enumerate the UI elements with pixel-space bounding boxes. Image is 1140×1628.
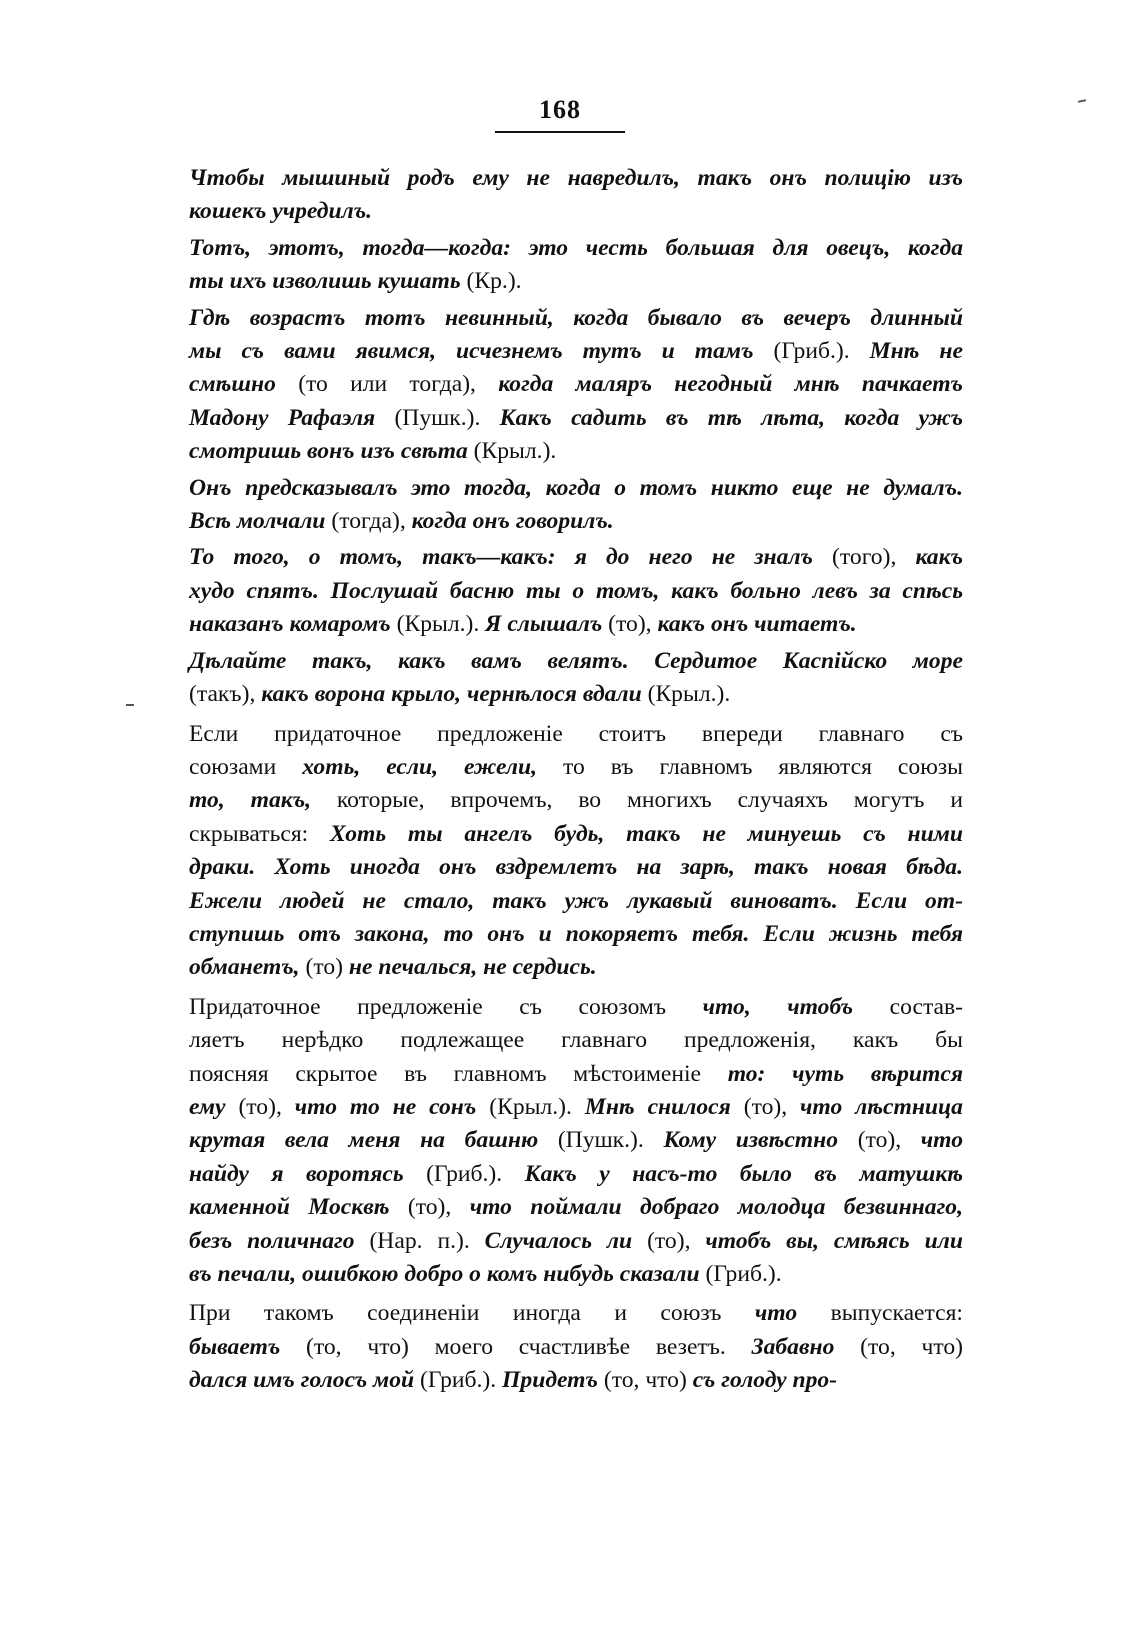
plain-text: Придаточное предложеніе съ союзомъ bbox=[189, 993, 703, 1020]
example-text: бываетъ bbox=[189, 1333, 281, 1360]
example-text: какъ онъ читаетъ. bbox=[657, 611, 857, 638]
plain-text: (то, что) bbox=[834, 1333, 963, 1360]
text-line bbox=[145, 435, 963, 468]
example-text: дался имъ голосъ мой bbox=[189, 1367, 415, 1394]
plain-text: то въ главномъ являются союзы bbox=[537, 753, 963, 780]
example-paragraph bbox=[145, 541, 963, 641]
plain-text: (то) bbox=[299, 954, 349, 981]
plain-text: скрываться: bbox=[189, 820, 330, 847]
text-line bbox=[145, 1225, 963, 1258]
text-line bbox=[145, 951, 963, 984]
text-line bbox=[145, 1258, 963, 1291]
text-line bbox=[145, 1091, 963, 1124]
scan-speck bbox=[126, 704, 134, 706]
example-text: ступишь отъ закона, то онъ и покоряетъ тебя. Если жизнь тебя bbox=[189, 920, 963, 947]
plain-text: (Крыл.). bbox=[390, 611, 486, 638]
example-text: то: чуть вѣрится bbox=[727, 1060, 963, 1087]
plain-text: Если придаточное предложеніе стоитъ впереди главнаго съ bbox=[189, 720, 963, 747]
plain-text: (Крыл.). bbox=[467, 438, 557, 465]
plain-text: (Гриб.). bbox=[403, 1160, 525, 1187]
text-line bbox=[145, 1331, 963, 1364]
text-line bbox=[145, 1191, 963, 1224]
text-line bbox=[145, 784, 963, 817]
plain-text: (то), bbox=[389, 1194, 470, 1221]
example-text: Всѣ молчали bbox=[189, 508, 326, 535]
text-line bbox=[145, 302, 963, 335]
plain-text: (того), bbox=[812, 544, 916, 571]
example-text: худо спятъ. Послушай басню ты о томъ, какъ больно левъ за спѣсь bbox=[189, 577, 963, 604]
rule-paragraph bbox=[145, 991, 963, 1292]
example-text: въ печали, ошибкою добро о комъ нибудь сказали bbox=[189, 1261, 700, 1287]
plain-text: союзами bbox=[189, 753, 303, 780]
plain-text: выпускается: bbox=[797, 1300, 963, 1327]
plain-text: (то), bbox=[602, 611, 658, 638]
text-line bbox=[145, 472, 963, 505]
plain-text: (Пушк.). bbox=[538, 1127, 664, 1154]
example-text: Мнѣ не bbox=[869, 338, 963, 365]
text-line bbox=[145, 1364, 963, 1397]
example-text: что то не сонъ bbox=[294, 1093, 477, 1120]
example-text: Какъ садить въ тѣ лѣта, когда ужъ bbox=[499, 404, 964, 431]
plain-text: которые, впрочемъ, во многихъ случаяхъ могутъ и bbox=[311, 787, 963, 814]
text-line bbox=[145, 1158, 963, 1191]
example-paragraph bbox=[145, 302, 963, 469]
example-text: Дѣлайте такъ, какъ вамъ велятъ. Сердитое Каспійско море bbox=[189, 647, 963, 674]
example-text: ты ихъ изволишь кушать bbox=[189, 268, 461, 295]
plain-text: (Гриб.). bbox=[699, 1261, 782, 1287]
example-text: Мнѣ снилося bbox=[584, 1093, 731, 1120]
text-line bbox=[145, 195, 963, 228]
text-line bbox=[145, 918, 963, 951]
scan-speck bbox=[1078, 99, 1086, 103]
text-line bbox=[145, 575, 963, 608]
example-text: крутая вела меня на башню bbox=[189, 1127, 539, 1154]
example-text: что bbox=[754, 1300, 798, 1327]
example-text: Ежели людей не стало, такъ ужъ лукавый виноватъ. Если от- bbox=[189, 887, 963, 914]
plain-text: (то, что) моего счастливѣе везетъ. bbox=[280, 1333, 752, 1360]
example-text: Кому извѣстно bbox=[663, 1127, 839, 1154]
example-text: Забавно bbox=[751, 1333, 835, 1360]
text-line bbox=[145, 1024, 963, 1057]
example-text: Чтобы мышиный родъ ему не навредилъ, такъ онъ полицію изъ bbox=[189, 165, 963, 191]
example-text: Случалось ли bbox=[484, 1227, 633, 1254]
example-text: Тотъ, этотъ, тогда—когда: это честь большая для овецъ, когда bbox=[189, 234, 963, 261]
example-text: драки. Хоть иногда онъ вздремлетъ на зарѣ, такъ новая бѣда. bbox=[189, 854, 963, 881]
page-header bbox=[495, 95, 625, 125]
text-line bbox=[145, 505, 963, 538]
plain-text: (то), bbox=[632, 1227, 706, 1254]
plain-text: (то, что) bbox=[597, 1367, 693, 1394]
example-text: то, такъ, bbox=[189, 787, 312, 814]
example-text: что bbox=[920, 1127, 963, 1154]
text-line bbox=[145, 718, 963, 751]
example-text: каменной Москвѣ bbox=[189, 1194, 390, 1221]
example-text: чтобъ вы, смѣясь или bbox=[705, 1227, 963, 1254]
plain-text: (то или тогда), bbox=[275, 371, 499, 398]
example-text: смѣшно bbox=[189, 371, 276, 398]
example-text: кошекъ учредилъ. bbox=[189, 198, 373, 225]
plain-text: (то), bbox=[838, 1127, 921, 1154]
example-text: Хоть ты ангелъ будь, такъ не минуешь съ ними bbox=[329, 820, 964, 847]
text-line bbox=[145, 645, 963, 678]
plain-text: (Крыл.). bbox=[476, 1093, 585, 1120]
example-text: Мадону Рафаэля bbox=[189, 404, 376, 431]
example-text: То того, о томъ, такъ—какъ: я до него не зналъ bbox=[189, 544, 813, 571]
body-text bbox=[145, 162, 963, 1398]
example-text: Онъ предсказывалъ это тогда, когда о томъ никто еще не думалъ. bbox=[189, 474, 963, 501]
example-paragraph bbox=[145, 645, 963, 712]
example-text: обманетъ, bbox=[189, 954, 300, 981]
plain-text: (Гриб.). bbox=[753, 338, 870, 365]
plain-text: (такъ), bbox=[189, 681, 262, 708]
text-line bbox=[145, 335, 963, 368]
example-text: Гдѣ возрастъ тотъ невинный, когда бывало въ вечеръ длинный bbox=[189, 304, 963, 331]
example-paragraph bbox=[145, 162, 963, 229]
page-number: 168 bbox=[539, 95, 581, 124]
example-text: съ голоду про- bbox=[692, 1367, 838, 1394]
text-line bbox=[145, 265, 963, 298]
text-line bbox=[145, 991, 963, 1024]
example-text: когда маляръ негодный мнѣ пачкаетъ bbox=[498, 371, 963, 398]
example-text: какъ bbox=[915, 544, 963, 571]
plain-text: (Гриб.). bbox=[414, 1367, 503, 1394]
text-line bbox=[145, 402, 963, 435]
example-text: когда онъ говорилъ. bbox=[411, 508, 614, 535]
plain-text: ляетъ нерѣдко подлежащее главнаго предложенія, какъ бы bbox=[189, 1027, 963, 1054]
text-line bbox=[145, 1124, 963, 1157]
header-rule bbox=[495, 131, 625, 133]
text-line bbox=[145, 678, 963, 711]
text-line bbox=[145, 851, 963, 884]
plain-text: поясняя скрытое въ главномъ мѣстоименіе bbox=[189, 1060, 728, 1087]
plain-text: (Крыл.). bbox=[641, 681, 731, 708]
example-text: смотришь вонъ изъ свѣта bbox=[189, 438, 468, 465]
text-line bbox=[145, 368, 963, 401]
plain-text: При такомъ соединеніи иногда и союзъ bbox=[189, 1300, 755, 1327]
text-line bbox=[145, 818, 963, 851]
example-text: что, чтобъ bbox=[702, 993, 854, 1020]
example-text: Придетъ bbox=[502, 1367, 598, 1394]
example-text: хоть, если, ежели, bbox=[302, 753, 538, 780]
example-text: мы съ вами явимся, исчезнемъ тутъ и тамъ bbox=[189, 338, 754, 365]
rule-paragraph bbox=[145, 1297, 963, 1397]
plain-text: состав- bbox=[853, 993, 964, 1020]
plain-text: (тогда), bbox=[325, 508, 412, 535]
example-text: безъ поличнаго bbox=[189, 1227, 355, 1254]
example-paragraph bbox=[145, 232, 963, 299]
text-line bbox=[145, 1058, 963, 1091]
text-line bbox=[145, 751, 963, 784]
plain-text: (то), bbox=[225, 1093, 295, 1120]
plain-text: (Кр.). bbox=[460, 268, 522, 295]
text-line bbox=[145, 541, 963, 574]
plain-text: (Нар. п.). bbox=[354, 1227, 485, 1254]
example-text: не печалься, не сердись. bbox=[348, 954, 597, 981]
text-line bbox=[145, 1297, 963, 1330]
example-text: ему bbox=[189, 1093, 226, 1120]
example-text: найду я воротясь bbox=[189, 1160, 404, 1187]
example-text: что лѣстница bbox=[800, 1093, 963, 1120]
example-text: что поймали добраго молодца безвиннаго, bbox=[469, 1194, 963, 1221]
example-text: наказанъ комаромъ bbox=[189, 611, 391, 638]
text-line bbox=[145, 885, 963, 918]
plain-text: (Пушк.). bbox=[375, 404, 500, 431]
example-paragraph bbox=[145, 472, 963, 539]
text-line bbox=[145, 232, 963, 265]
plain-text: (то), bbox=[730, 1093, 801, 1120]
example-text: Я слышалъ bbox=[485, 611, 603, 638]
text-line bbox=[145, 608, 963, 641]
text-line bbox=[145, 162, 963, 195]
example-text: какъ ворона крыло, чернѣлося вдали bbox=[261, 681, 642, 708]
example-text: Какъ у насъ-то было въ матушкѣ bbox=[524, 1160, 963, 1187]
rule-paragraph bbox=[145, 718, 963, 985]
